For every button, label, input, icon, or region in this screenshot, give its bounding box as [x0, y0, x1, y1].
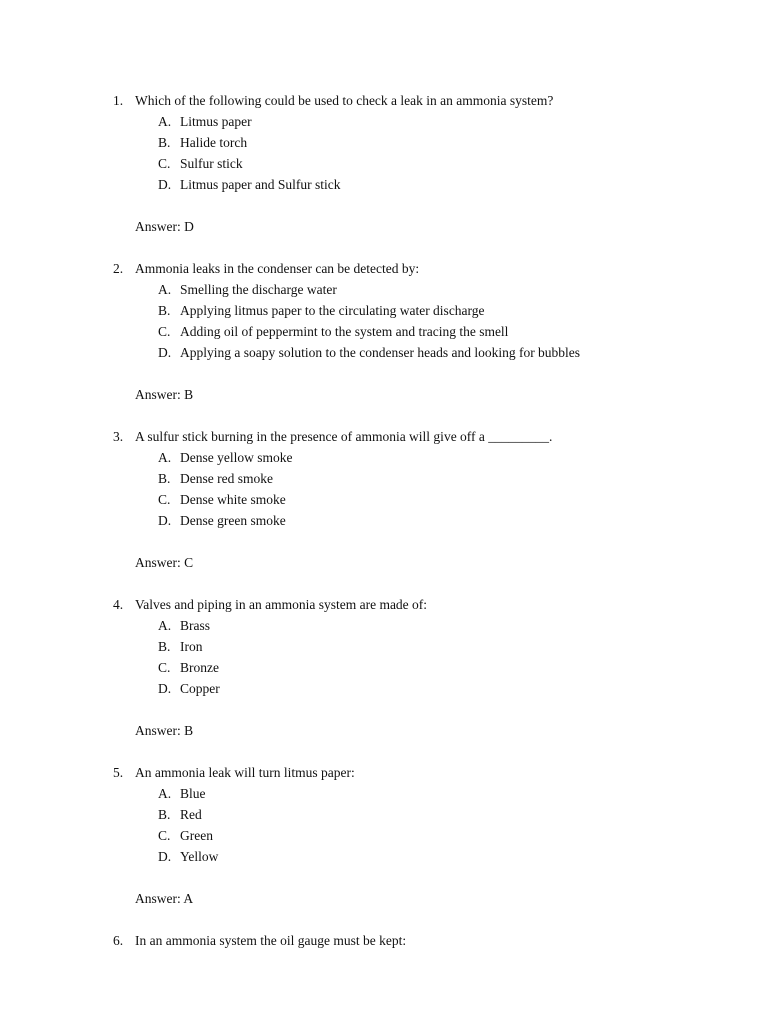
option-letter: B.	[158, 471, 171, 486]
option-letter: B.	[158, 135, 171, 150]
option-text: Applying litmus paper to the circulating water discharge	[180, 303, 485, 318]
option-letter: B.	[158, 807, 171, 822]
question-text: An ammonia leak will turn litmus paper:	[135, 765, 355, 780]
answer-line: Answer: B	[135, 723, 194, 738]
option-text: Dense red smoke	[180, 471, 273, 486]
option-text: Applying a soapy solution to the condenser heads and looking for bubbles	[180, 345, 581, 360]
question-text: In an ammonia system the oil gauge must be kept:	[135, 933, 407, 948]
answer-line: Answer: B	[135, 387, 194, 402]
question-text: Which of the following could be used to check a leak in an ammonia system?	[135, 93, 554, 108]
option-letter: B.	[158, 303, 171, 318]
option-letter: C.	[158, 828, 171, 843]
question-number: 2.	[113, 261, 124, 276]
question-text: A sulfur stick burning in the presence of ammonia will give off a _________.	[135, 429, 553, 444]
question-number: 5.	[113, 765, 124, 780]
option-text: Green	[180, 828, 213, 843]
question-text: Valves and piping in an ammonia system are made of:	[135, 597, 428, 612]
option-letter: D.	[158, 849, 172, 864]
option-letter: D.	[158, 177, 172, 192]
option-text: Red	[180, 807, 202, 822]
answer-line: Answer: A	[135, 891, 194, 906]
option-letter: C.	[158, 156, 171, 171]
option-letter: B.	[158, 639, 171, 654]
option-letter: A.	[158, 282, 172, 297]
question-text: Ammonia leaks in the condenser can be detected by:	[135, 261, 420, 276]
option-text: Copper	[180, 681, 220, 696]
question-number: 3.	[113, 429, 124, 444]
option-text: Dense green smoke	[180, 513, 286, 528]
answer-line: Answer: C	[135, 555, 194, 570]
question-number: 4.	[113, 597, 124, 612]
option-text: Yellow	[180, 849, 219, 864]
option-letter: A.	[158, 786, 172, 801]
option-text: Halide torch	[180, 135, 248, 150]
option-letter: D.	[158, 513, 172, 528]
option-text: Smelling the discharge water	[180, 282, 337, 297]
option-letter: A.	[158, 618, 172, 633]
option-text: Sulfur stick	[180, 156, 243, 171]
option-text: Adding oil of peppermint to the system and tracing the smell	[180, 324, 509, 339]
option-text: Dense yellow smoke	[180, 450, 293, 465]
option-text: Blue	[180, 786, 206, 801]
option-text: Litmus paper	[180, 114, 252, 129]
question-number: 6.	[113, 933, 124, 948]
question-number: 1.	[113, 93, 124, 108]
option-text: Brass	[180, 618, 210, 633]
option-text: Iron	[180, 639, 203, 654]
option-text: Litmus paper and Sulfur stick	[180, 177, 341, 192]
option-text: Bronze	[180, 660, 219, 675]
option-letter: C.	[158, 492, 171, 507]
option-text: Dense white smoke	[180, 492, 286, 507]
option-letter: C.	[158, 660, 171, 675]
option-letter: A.	[158, 450, 172, 465]
option-letter: A.	[158, 114, 172, 129]
option-letter: D.	[158, 681, 172, 696]
answer-line: Answer: D	[135, 219, 194, 234]
option-letter: C.	[158, 324, 171, 339]
option-letter: D.	[158, 345, 172, 360]
